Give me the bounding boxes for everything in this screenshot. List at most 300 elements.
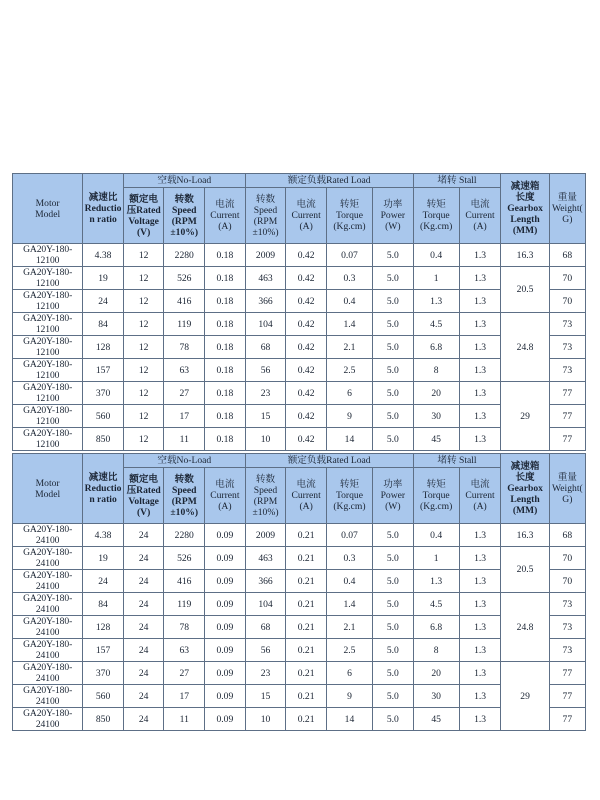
table-row xyxy=(13,336,586,359)
table-cell: 0.09 xyxy=(205,593,246,616)
table-cell: 1 xyxy=(413,267,459,290)
table-cell: 5.0 xyxy=(373,708,414,731)
table-row xyxy=(13,708,586,731)
weight-cell: 77 xyxy=(549,685,585,708)
table-cell: 30 xyxy=(413,685,459,708)
table-row xyxy=(13,428,586,451)
table-cell: GA20Y-180-24100 xyxy=(13,708,83,731)
table-cell: 12 xyxy=(123,336,164,359)
header-line: Voltage xyxy=(128,215,159,227)
table-cell: GA20Y-180-12100 xyxy=(13,313,83,336)
header-rated-load: 额定负载Rated Load xyxy=(245,454,413,468)
table-cell: GA20Y-180-12100 xyxy=(13,382,83,405)
weight-cell: 73 xyxy=(549,639,585,662)
table-cell: 0.21 xyxy=(286,616,327,639)
table-row xyxy=(13,662,586,685)
header-weight xyxy=(549,454,585,524)
table-cell: 0.09 xyxy=(205,570,246,593)
spec-table xyxy=(12,173,586,451)
table-cell: 5.0 xyxy=(373,244,414,267)
header-line: 长度 xyxy=(515,192,535,203)
table-cell: 1.3 xyxy=(459,359,501,382)
table-cell: 0.09 xyxy=(205,685,246,708)
table-row xyxy=(13,267,586,290)
header-line: 长度 xyxy=(515,472,535,483)
table-cell: 0.42 xyxy=(286,428,327,451)
table-cell: 0.3 xyxy=(326,267,372,290)
gearbox-length-cell: 20.5 xyxy=(501,267,549,313)
table-cell: 24 xyxy=(123,524,164,547)
table-cell: 1.3 xyxy=(459,313,501,336)
header-no-load-current xyxy=(205,188,246,244)
header-line: (A) xyxy=(299,501,313,512)
table-cell: 15 xyxy=(245,405,286,428)
table-cell: 6.8 xyxy=(413,336,459,359)
table-cell: 0.18 xyxy=(205,244,246,267)
table-cell: 0.4 xyxy=(326,290,372,313)
header-line: 转矩 xyxy=(426,479,446,490)
header-line: Motor xyxy=(35,477,60,489)
table-row xyxy=(13,593,586,616)
header-line: 重量 xyxy=(557,192,577,203)
table-cell: 850 xyxy=(83,428,124,451)
table-cell: 5.0 xyxy=(373,570,414,593)
header-line: Current xyxy=(291,490,321,501)
table-cell: 12 xyxy=(123,267,164,290)
header-line: Speed xyxy=(171,204,197,216)
table-cell: 6.8 xyxy=(413,616,459,639)
header-line: (Kg.cm) xyxy=(420,501,453,512)
header-line: G) xyxy=(562,214,573,225)
header-rated-current xyxy=(286,188,327,244)
header-line: (W) xyxy=(385,221,401,232)
table-cell: 24 xyxy=(123,685,164,708)
header-rated-voltage xyxy=(123,188,164,244)
table-cell: 12 xyxy=(123,405,164,428)
table-cell: 157 xyxy=(83,639,124,662)
table-cell: 416 xyxy=(164,290,205,313)
gearbox-length-cell: 24.8 xyxy=(501,313,549,382)
table-cell: 27 xyxy=(164,382,205,405)
header-line: (RPM xyxy=(253,215,278,227)
header-line: 转数 xyxy=(174,473,194,485)
gearbox-length-cell: 20.5 xyxy=(501,547,549,593)
table-cell: 2009 xyxy=(245,244,286,267)
table-cell: 1.3 xyxy=(459,244,501,267)
table-cell: 0.09 xyxy=(205,547,246,570)
header-line: Gearbox xyxy=(507,483,543,494)
table-cell: 463 xyxy=(245,267,286,290)
header-weight xyxy=(549,174,585,244)
header-line: (MM) xyxy=(512,225,538,236)
table-row xyxy=(13,359,586,382)
table-cell: 68 xyxy=(245,336,286,359)
table-cell: 2280 xyxy=(164,524,205,547)
table-row xyxy=(13,382,586,405)
table-cell: 463 xyxy=(245,547,286,570)
header-line: Speed xyxy=(171,484,197,496)
table-cell: 19 xyxy=(83,267,124,290)
table-cell: 11 xyxy=(164,708,205,731)
table-cell: 128 xyxy=(83,616,124,639)
table-cell: 17 xyxy=(164,405,205,428)
table-cell: 24 xyxy=(83,570,124,593)
header-stall: 堵转 Stall xyxy=(413,174,501,188)
table-cell: 0.09 xyxy=(205,639,246,662)
table-cell: 0.42 xyxy=(286,382,327,405)
table-cell: 0.21 xyxy=(286,547,327,570)
table-cell: 27 xyxy=(164,662,205,685)
header-line: 减速比 xyxy=(88,472,118,483)
table-cell: 0.07 xyxy=(326,524,372,547)
header-line: (A) xyxy=(299,221,313,232)
header-line: Reductio xyxy=(84,483,122,494)
weight-cell: 70 xyxy=(549,547,585,570)
table-cell: 1.3 xyxy=(459,708,501,731)
table-cell: 1.3 xyxy=(459,639,501,662)
header-line: Current xyxy=(291,210,321,221)
header-line: (Kg.cm) xyxy=(420,221,453,232)
table-cell: 1.3 xyxy=(459,382,501,405)
table-cell: GA20Y-180-24100 xyxy=(13,662,83,685)
table-cell: 5.0 xyxy=(373,593,414,616)
table-cell: 104 xyxy=(245,593,286,616)
table-cell: 5.0 xyxy=(373,616,414,639)
table-cell: 1.4 xyxy=(326,593,372,616)
table-cell: 24 xyxy=(123,708,164,731)
table-cell: 1.3 xyxy=(459,405,501,428)
table-cell: 5.0 xyxy=(373,313,414,336)
table-cell: 6 xyxy=(326,382,372,405)
table-cell: 5.0 xyxy=(373,547,414,570)
table-cell: 56 xyxy=(245,359,286,382)
table-cell: GA20Y-180-12100 xyxy=(13,428,83,451)
header-rated-load: 额定负载Rated Load xyxy=(245,174,413,188)
table-cell: GA20Y-180-24100 xyxy=(13,639,83,662)
table-cell: 0.4 xyxy=(413,244,459,267)
table-cell: 1.3 xyxy=(459,524,501,547)
table-cell: 8 xyxy=(413,359,459,382)
table-cell: 1.3 xyxy=(459,267,501,290)
table-cell: GA20Y-180-12100 xyxy=(13,359,83,382)
table-cell: GA20Y-180-24100 xyxy=(13,685,83,708)
header-line: (Kg.cm) xyxy=(333,501,366,512)
header-line: 电流 xyxy=(470,199,490,210)
header-line: 重量 xyxy=(557,472,577,483)
header-stall-current xyxy=(459,468,501,524)
header-rated-speed xyxy=(245,188,286,244)
header-line: Reductio xyxy=(84,203,122,214)
table-cell: 0.3 xyxy=(326,547,372,570)
header-line: Model xyxy=(35,208,61,220)
table-cell: 12 xyxy=(123,428,164,451)
header-line: 转矩 xyxy=(339,479,360,490)
table-cell: 0.42 xyxy=(286,336,327,359)
header-line: Length xyxy=(510,214,540,225)
header-line: (RPM xyxy=(171,495,197,507)
table-cell: 0.09 xyxy=(205,524,246,547)
header-line: Speed xyxy=(253,204,278,216)
header-line: (V) xyxy=(136,506,151,518)
table-cell: 370 xyxy=(83,662,124,685)
header-line: (MM) xyxy=(512,505,538,516)
table-cell: 0.18 xyxy=(205,382,246,405)
header-stall-torque xyxy=(413,468,459,524)
header-line: n ratio xyxy=(89,494,117,505)
table-cell: 4.5 xyxy=(413,593,459,616)
header-line: (RPM xyxy=(253,495,278,507)
header-line: 额定电 xyxy=(129,473,159,485)
header-line: Torque xyxy=(335,210,363,221)
header-line: 转矩 xyxy=(426,199,446,210)
gearbox-length-cell: 16.3 xyxy=(501,524,549,547)
table-cell: 0.21 xyxy=(286,662,327,685)
header-stall-current xyxy=(459,188,501,244)
table-cell: 1.3 xyxy=(459,336,501,359)
header-rated-torque xyxy=(326,188,372,244)
table-cell: GA20Y-180-12100 xyxy=(13,405,83,428)
table-cell: 2.5 xyxy=(326,639,372,662)
header-line: 电流 xyxy=(215,479,235,490)
header-line: 转数 xyxy=(174,193,194,205)
header-line: 电流 xyxy=(215,199,235,210)
table-cell: 104 xyxy=(245,313,286,336)
table-cell: 119 xyxy=(164,313,205,336)
table-cell: 5.0 xyxy=(373,685,414,708)
header-line: 减速比 xyxy=(88,192,118,203)
table-cell: GA20Y-180-24100 xyxy=(13,524,83,547)
header-line: 电流 xyxy=(470,479,490,490)
weight-cell: 73 xyxy=(549,313,585,336)
header-line: ±10%) xyxy=(170,506,199,518)
header-line: 压Rated xyxy=(126,484,161,496)
table-cell: 9 xyxy=(326,685,372,708)
header-line: ±10%) xyxy=(170,226,199,238)
table-cell: 63 xyxy=(164,359,205,382)
table-cell: 9 xyxy=(326,405,372,428)
header-motor-model xyxy=(13,174,83,244)
table-row xyxy=(13,524,586,547)
header-no-load: 空载No-Load xyxy=(123,454,245,468)
table-cell: 2.1 xyxy=(326,616,372,639)
header-line: 功率 xyxy=(383,479,403,490)
table-cell: 24 xyxy=(123,616,164,639)
table-cell: 0.09 xyxy=(205,708,246,731)
table-cell: GA20Y-180-24100 xyxy=(13,616,83,639)
table-cell: 15 xyxy=(245,685,286,708)
header-line: (Kg.cm) xyxy=(333,221,366,232)
table-cell: 14 xyxy=(326,708,372,731)
table-cell: 20 xyxy=(413,662,459,685)
table-cell: 5.0 xyxy=(373,290,414,313)
table-cell: 24 xyxy=(123,593,164,616)
table-cell: 5.0 xyxy=(373,639,414,662)
header-line: Motor xyxy=(35,197,60,209)
table-cell: 19 xyxy=(83,547,124,570)
header-line: Current xyxy=(465,210,495,221)
weight-cell: 68 xyxy=(549,244,585,267)
header-reduction-ratio xyxy=(83,454,124,524)
gearbox-length-cell: 16.3 xyxy=(501,244,549,267)
header-line: Gearbox xyxy=(507,203,543,214)
header-no-load-speed xyxy=(164,468,205,524)
header-line: 转矩 xyxy=(339,199,360,210)
header-line: Weight( xyxy=(552,203,583,214)
table-cell: 0.42 xyxy=(286,244,327,267)
table-cell: 5.0 xyxy=(373,267,414,290)
weight-cell: 77 xyxy=(549,708,585,731)
weight-cell: 73 xyxy=(549,593,585,616)
header-line: 额定电 xyxy=(129,193,159,205)
table-cell: 0.21 xyxy=(286,524,327,547)
header-line: 转数 xyxy=(255,473,276,485)
header-line: (RPM xyxy=(171,215,197,227)
table-cell: 56 xyxy=(245,639,286,662)
table-cell: 24 xyxy=(123,662,164,685)
table-row xyxy=(13,639,586,662)
weight-cell: 77 xyxy=(549,662,585,685)
table-cell: 0.42 xyxy=(286,313,327,336)
table-cell: GA20Y-180-24100 xyxy=(13,570,83,593)
table-cell: 5.0 xyxy=(373,382,414,405)
table-cell: 526 xyxy=(164,267,205,290)
header-line: ±10%) xyxy=(252,506,279,518)
table-cell: 78 xyxy=(164,616,205,639)
header-line: G) xyxy=(562,494,573,505)
weight-cell: 70 xyxy=(549,570,585,593)
table-cell: 0.18 xyxy=(205,336,246,359)
table-cell: 45 xyxy=(413,708,459,731)
table-cell: 1.3 xyxy=(459,685,501,708)
header-line: (A) xyxy=(218,221,232,232)
table-cell: 0.18 xyxy=(205,405,246,428)
header-rated-voltage xyxy=(123,468,164,524)
table-cell: 0.21 xyxy=(286,570,327,593)
table-cell: 2.1 xyxy=(326,336,372,359)
table-cell: 1.3 xyxy=(459,428,501,451)
table-cell: 0.42 xyxy=(286,359,327,382)
header-line: 压Rated xyxy=(126,204,161,216)
table-cell: 370 xyxy=(83,382,124,405)
table-cell: 0.18 xyxy=(205,290,246,313)
table-cell: 366 xyxy=(245,570,286,593)
table-cell: 560 xyxy=(83,405,124,428)
table-cell: 24 xyxy=(123,639,164,662)
header-line: 减速箱 xyxy=(510,461,540,472)
table-cell: 12 xyxy=(123,290,164,313)
gearbox-length-cell: 24.8 xyxy=(501,593,549,662)
header-line: Power xyxy=(380,210,406,221)
table-cell: 1.3 xyxy=(459,570,501,593)
table-row xyxy=(13,685,586,708)
header-line: Current xyxy=(465,490,495,501)
table-cell: 128 xyxy=(83,336,124,359)
table-row xyxy=(13,290,586,313)
weight-cell: 77 xyxy=(549,405,585,428)
table-cell: 526 xyxy=(164,547,205,570)
header-line: Power xyxy=(380,490,406,501)
spec-table xyxy=(12,453,586,731)
table-cell: 4.38 xyxy=(83,524,124,547)
weight-cell: 70 xyxy=(549,290,585,313)
table-cell: 119 xyxy=(164,593,205,616)
table-cell: 1.3 xyxy=(459,616,501,639)
table-cell: 14 xyxy=(326,428,372,451)
table-cell: 12 xyxy=(123,382,164,405)
weight-cell: 77 xyxy=(549,428,585,451)
table-cell: 4.38 xyxy=(83,244,124,267)
table-cell: 1.3 xyxy=(459,662,501,685)
table-cell: 1.3 xyxy=(459,593,501,616)
table-cell: 0.42 xyxy=(286,267,327,290)
header-line: (W) xyxy=(385,501,401,512)
table-cell: 5.0 xyxy=(373,524,414,547)
table-cell: 157 xyxy=(83,359,124,382)
table-cell: 2.5 xyxy=(326,359,372,382)
table-cell: 2280 xyxy=(164,244,205,267)
header-line: (V) xyxy=(136,226,151,238)
table-cell: 24 xyxy=(83,290,124,313)
table-cell: 2009 xyxy=(245,524,286,547)
weight-cell: 70 xyxy=(549,267,585,290)
header-rated-power xyxy=(373,188,414,244)
header-line: Voltage xyxy=(128,495,159,507)
table-cell: 8 xyxy=(413,639,459,662)
header-line: 功率 xyxy=(383,199,403,210)
header-gearbox-length xyxy=(501,454,549,524)
table-cell: 45 xyxy=(413,428,459,451)
table-cell: 0.21 xyxy=(286,708,327,731)
table-cell: 84 xyxy=(83,593,124,616)
weight-cell: 73 xyxy=(549,336,585,359)
table-cell: 1 xyxy=(413,547,459,570)
table-cell: 5.0 xyxy=(373,662,414,685)
table-row xyxy=(13,547,586,570)
table-cell: 850 xyxy=(83,708,124,731)
header-line: Length xyxy=(510,494,540,505)
table-cell: 0.09 xyxy=(205,616,246,639)
header-line: (A) xyxy=(473,501,487,512)
table-cell: 17 xyxy=(164,685,205,708)
header-rated-speed xyxy=(245,468,286,524)
table-cell: 0.18 xyxy=(205,267,246,290)
spec-sheet xyxy=(12,173,586,731)
table-cell: 1.3 xyxy=(413,570,459,593)
header-line: Torque xyxy=(422,210,450,221)
table-cell: 12 xyxy=(123,359,164,382)
header-line: 减速箱 xyxy=(510,181,540,192)
header-line: Torque xyxy=(335,490,363,501)
table-cell: 12 xyxy=(123,313,164,336)
header-line: (A) xyxy=(218,501,232,512)
header-line: ±10%) xyxy=(252,226,279,238)
table-cell: 1.3 xyxy=(459,547,501,570)
header-line: (A) xyxy=(473,221,487,232)
gearbox-length-cell: 29 xyxy=(501,662,549,731)
header-rated-current xyxy=(286,468,327,524)
table-cell: 30 xyxy=(413,405,459,428)
table-cell: 416 xyxy=(164,570,205,593)
header-no-load: 空载No-Load xyxy=(123,174,245,188)
table-cell: 1.3 xyxy=(459,290,501,313)
table-cell: 24 xyxy=(123,570,164,593)
table-cell: 0.18 xyxy=(205,313,246,336)
header-line: 电流 xyxy=(296,199,316,210)
table-cell: 23 xyxy=(245,382,286,405)
table-cell: GA20Y-180-24100 xyxy=(13,593,83,616)
header-rated-torque xyxy=(326,468,372,524)
header-gearbox-length xyxy=(501,174,549,244)
